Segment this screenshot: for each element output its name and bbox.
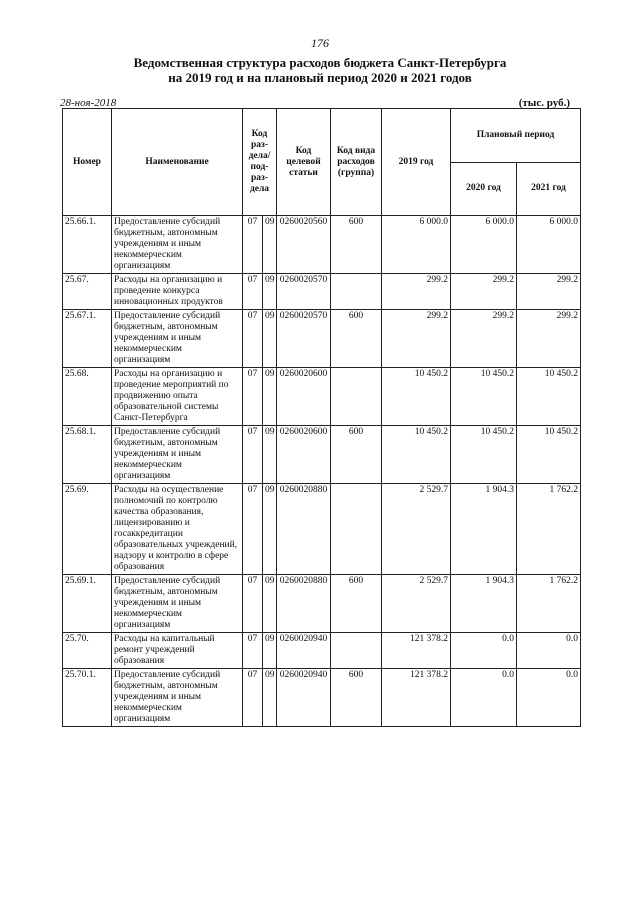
header-year-2021: 2021 год — [517, 162, 581, 216]
row-value-2020: 6 000.0 — [451, 216, 517, 274]
row-value-2019: 2 529.7 — [382, 484, 451, 575]
row-name: Предоставление субсидий бюджетным, автономным учреждениям и иным некоммерческим организациям — [112, 575, 243, 633]
row-value-2021: 1 762.2 — [517, 484, 581, 575]
row-value-2019: 10 450.2 — [382, 368, 451, 426]
row-value-2020: 10 450.2 — [451, 368, 517, 426]
title-line-1: Ведомственная структура расходов бюджета Санкт-Петербурга — [133, 55, 507, 70]
row-value-2020: 299.2 — [451, 274, 517, 310]
row-razdel: 07 — [243, 484, 263, 575]
row-expense-code: 600 — [331, 669, 382, 727]
table-row — [63, 274, 581, 310]
row-razdel: 07 — [243, 368, 263, 426]
page-number: 176 — [311, 36, 329, 50]
row-value-2020: 1 904.3 — [451, 575, 517, 633]
row-value-2019: 6 000.0 — [382, 216, 451, 274]
row-podrazdel: 09 — [263, 216, 277, 274]
row-expense-code — [331, 368, 382, 426]
row-name: Расходы на организацию и проведение мероприятий по продвижению опыта образовательной системы Санкт-Петербурга — [112, 368, 243, 426]
table-row — [63, 426, 581, 484]
table-row — [63, 310, 581, 368]
header-name: Наименование — [112, 109, 243, 216]
row-value-2021: 10 450.2 — [517, 426, 581, 484]
row-value-2021: 10 450.2 — [517, 368, 581, 426]
row-value-2020: 0.0 — [451, 669, 517, 727]
table-row — [63, 633, 581, 669]
row-name: Расходы на осуществление полномочий по контролю качества образования, лицензированию и госаккредитации образовательных учреждений, надзору и контролю в сфере образования — [112, 484, 243, 575]
row-expense-code: 600 — [331, 575, 382, 633]
row-value-2021: 1 762.2 — [517, 575, 581, 633]
header-target-code: Код целевой статьи — [277, 109, 331, 216]
row-podrazdel: 09 — [263, 633, 277, 669]
row-value-2020: 10 450.2 — [451, 426, 517, 484]
row-number: 25.70. — [63, 633, 112, 669]
row-value-2021: 0.0 — [517, 669, 581, 727]
row-number: 25.67.1. — [63, 310, 112, 368]
row-number: 25.68.1. — [63, 426, 112, 484]
row-value-2020: 299.2 — [451, 310, 517, 368]
row-razdel: 07 — [243, 633, 263, 669]
row-target-code: 0260020600 — [277, 426, 331, 484]
row-podrazdel: 09 — [263, 426, 277, 484]
row-value-2021: 0.0 — [517, 633, 581, 669]
row-expense-code: 600 — [331, 426, 382, 484]
row-value-2020: 0.0 — [451, 633, 517, 669]
table-row — [63, 368, 581, 426]
row-expense-code — [331, 484, 382, 575]
row-name: Предоставление субсидий бюджетным, автономным учреждениям и иным некоммерческим организациям — [112, 669, 243, 727]
row-value-2019: 299.2 — [382, 310, 451, 368]
header-number: Номер — [63, 109, 112, 216]
row-podrazdel: 09 — [263, 669, 277, 727]
title-line-2: на 2019 год и на плановый период 2020 и 2021 годов — [168, 70, 472, 85]
row-name: Предоставление субсидий бюджетным, автономным учреждениям и иным некоммерческим организациям — [112, 426, 243, 484]
document-title — [60, 55, 580, 85]
row-number: 25.70.1. — [63, 669, 112, 727]
row-number: 25.69.1. — [63, 575, 112, 633]
header-section-code: Код раз- дела/ под- раз- дела — [243, 109, 277, 216]
row-value-2019: 10 450.2 — [382, 426, 451, 484]
table-row — [63, 669, 581, 727]
header-plan-period: Плановый период — [451, 109, 581, 163]
row-expense-code — [331, 633, 382, 669]
row-razdel: 07 — [243, 575, 263, 633]
row-expense-code — [331, 274, 382, 310]
row-value-2019: 121 378.2 — [382, 669, 451, 727]
row-number: 25.67. — [63, 274, 112, 310]
row-expense-code: 600 — [331, 310, 382, 368]
row-target-code: 0260020560 — [277, 216, 331, 274]
row-podrazdel: 09 — [263, 274, 277, 310]
row-value-2021: 299.2 — [517, 274, 581, 310]
row-name: Расходы на капитальный ремонт учреждений образования — [112, 633, 243, 669]
row-target-code: 0260020570 — [277, 310, 331, 368]
table-row — [63, 484, 581, 575]
row-razdel: 07 — [243, 669, 263, 727]
table-row — [63, 216, 581, 274]
row-target-code: 0260020880 — [277, 484, 331, 575]
header-year-2020: 2020 год — [451, 162, 517, 216]
row-target-code: 0260020940 — [277, 633, 331, 669]
row-razdel: 07 — [243, 426, 263, 484]
header-year-2019: 2019 год — [382, 109, 451, 216]
document-date: 28-ноя-2018 — [60, 97, 117, 109]
row-razdel: 07 — [243, 310, 263, 368]
row-number: 25.66.1. — [63, 216, 112, 274]
row-value-2019: 299.2 — [382, 274, 451, 310]
row-target-code: 0260020880 — [277, 575, 331, 633]
row-value-2020: 1 904.3 — [451, 484, 517, 575]
row-razdel: 07 — [243, 216, 263, 274]
row-number: 25.68. — [63, 368, 112, 426]
row-target-code: 0260020570 — [277, 274, 331, 310]
units-label: (тыс. руб.) — [518, 97, 570, 109]
row-name: Расходы на организацию и проведение конкурса инновационных продуктов — [112, 274, 243, 310]
row-name: Предоставление субсидий бюджетным, автономным учреждениям и иным некоммерческим организациям — [112, 216, 243, 274]
row-name: Предоставление субсидий бюджетным, автономным учреждениям и иным некоммерческим организациям — [112, 310, 243, 368]
budget-table — [62, 108, 581, 727]
row-number: 25.69. — [63, 484, 112, 575]
row-expense-code: 600 — [331, 216, 382, 274]
table-row — [63, 575, 581, 633]
row-razdel: 07 — [243, 274, 263, 310]
row-podrazdel: 09 — [263, 368, 277, 426]
row-value-2019: 121 378.2 — [382, 633, 451, 669]
row-podrazdel: 09 — [263, 310, 277, 368]
header-expense-code: Код вида расходов (группа) — [331, 109, 382, 216]
row-value-2019: 2 529.7 — [382, 575, 451, 633]
row-target-code: 0260020940 — [277, 669, 331, 727]
row-target-code: 0260020600 — [277, 368, 331, 426]
row-podrazdel: 09 — [263, 484, 277, 575]
row-value-2021: 6 000.0 — [517, 216, 581, 274]
row-value-2021: 299.2 — [517, 310, 581, 368]
row-podrazdel: 09 — [263, 575, 277, 633]
table-body — [63, 216, 581, 727]
